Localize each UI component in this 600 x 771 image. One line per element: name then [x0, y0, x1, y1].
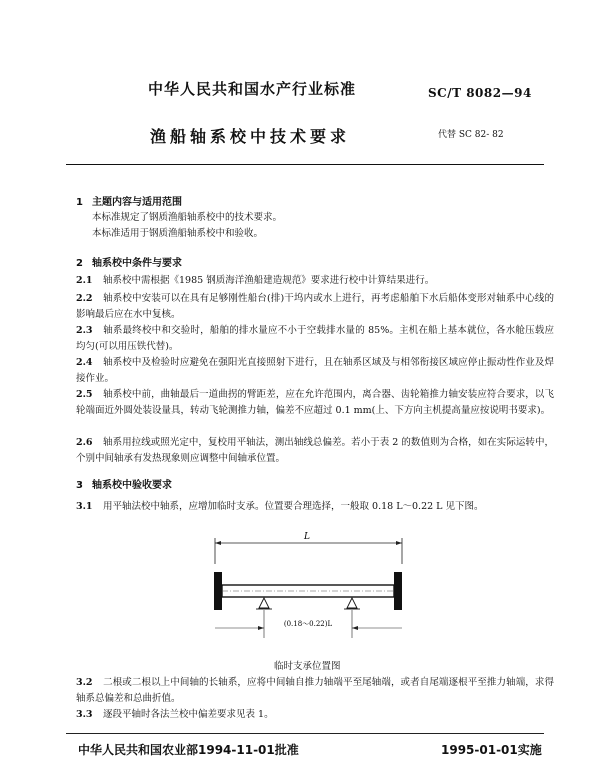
clause-text: 二根或二根以上中间轴的长轴系，应将中间轴自推力轴端平至尾轴端，或者自尾端逐根平至推力轴端，求得轴系总偏差和总曲折值。 — [76, 677, 554, 704]
clause-2-3 — [76, 323, 554, 355]
standard-code: SC/T 8082—94 — [428, 86, 532, 100]
section-1-title: 主题内容与适用范围 — [92, 197, 182, 208]
clause-number: 2.2 — [76, 293, 93, 304]
dim-arrow-right — [396, 541, 402, 545]
document-title: 渔船轴系校中技术要求 — [150, 127, 351, 146]
clause-text: 用平轴法校中轴系，应增加临时支承。位置要合理选择，一般取 0.18 L～0.22 L 见下图。 — [103, 501, 484, 512]
clause-text: 轴系用拉线或照光定中，复校用平轴法，测出轴线总偏差。若小于表 2 的数值则为合格，如在实际运转中，个别中间轴承有发热现象则应调整中间轴承位置。 — [76, 437, 554, 464]
clause-text: 逐段平轴时各法兰校中偏差要求见表 1。 — [103, 709, 274, 720]
clause-2-6 — [76, 435, 554, 467]
clause-3-1 — [76, 499, 554, 515]
approval-line: 中华人民共和国农业部1994-11-01批准 — [78, 743, 299, 757]
clause-number: 2.1 — [76, 275, 93, 286]
clause-text: 轴系校中及检验时应避免在强阳光直接照射下进行，且在轴系区域及与相邻衔接区域应停止振动性作业及焊接作业。 — [76, 357, 554, 384]
clause-text: 轴系校中安装可以在具有足够刚性船台(排)干坞内或水上进行，再考虑船舶下水后船体变形对轴系中心线的影响最后应在水中复核。 — [76, 293, 554, 320]
clause-number: 2.4 — [76, 357, 93, 368]
section-2-number: 2 — [76, 258, 83, 269]
temporary-support-figure — [190, 528, 430, 648]
clause-2-5 — [76, 387, 554, 419]
standard-name: 中华人民共和国水产行业标准 — [148, 80, 357, 98]
section-1-heading — [76, 193, 182, 208]
range-label: (0.18～0.22)L — [283, 620, 333, 628]
clause-2-4 — [76, 355, 554, 387]
section-2-title: 轴系校中条件与要求 — [92, 258, 182, 269]
clause-number: 3.2 — [76, 677, 93, 688]
clause-3-2 — [76, 675, 554, 707]
section-1-number: 1 — [76, 197, 83, 208]
section-3-heading — [76, 476, 172, 491]
clause-number: 2.3 — [76, 325, 93, 336]
clause-text: 轴系最终校中和交验时，船舶的排水量应不小于空载排水量的 85%。主机在船上基本就位，各水舱压载应均匀(可以用压铁代替)。 — [76, 325, 554, 352]
replaces-note: 代替 SC 82- 82 — [438, 130, 504, 140]
clause-number: 2.5 — [76, 389, 93, 400]
clause-number: 3.3 — [76, 709, 93, 720]
section-1-para-1: 本标准规定了钢质渔船轴系校中的技术要求。 — [92, 212, 283, 223]
clause-3-3 — [76, 707, 554, 723]
temporary-support-left — [259, 598, 269, 608]
right-flange — [394, 572, 402, 610]
range-arrow-left — [258, 626, 264, 630]
footer-rule — [66, 733, 544, 734]
section-3-title: 轴系校中验收要求 — [92, 480, 172, 491]
temporary-support-right — [347, 598, 357, 608]
clause-2-2 — [76, 291, 554, 323]
figure-caption: 临时支承位置图 — [274, 661, 341, 672]
section-3-number: 3 — [76, 480, 83, 491]
clause-text: 轴系校中前，曲轴最后一道曲拐的臂距差，应在允许范围内，离合器、齿轮箱推力轴安装应符合要求，以飞轮端面近外圆处装设量具，转动飞轮测推力轴，偏差不应超过 0.1 mm(上、下方向主机提高量应按说明书要求)。 — [76, 389, 554, 416]
header-rule — [66, 164, 544, 165]
dim-arrow-left — [215, 541, 221, 545]
clause-text: 轴系校中需根据《1985 钢质海洋渔船建造规范》要求进行校中计算结果进行。 — [103, 275, 435, 286]
left-flange — [214, 572, 222, 610]
implementation-date: 1995-01-01实施 — [441, 743, 542, 757]
range-arrow-right — [352, 626, 358, 630]
section-1-para-2: 本标准适用于钢质渔船轴系校中和验收。 — [92, 228, 264, 239]
section-2-heading — [76, 254, 182, 269]
length-label: L — [304, 532, 310, 542]
clause-number: 3.1 — [76, 501, 93, 512]
clause-2-1 — [76, 273, 554, 289]
clause-number: 2.6 — [76, 437, 93, 448]
